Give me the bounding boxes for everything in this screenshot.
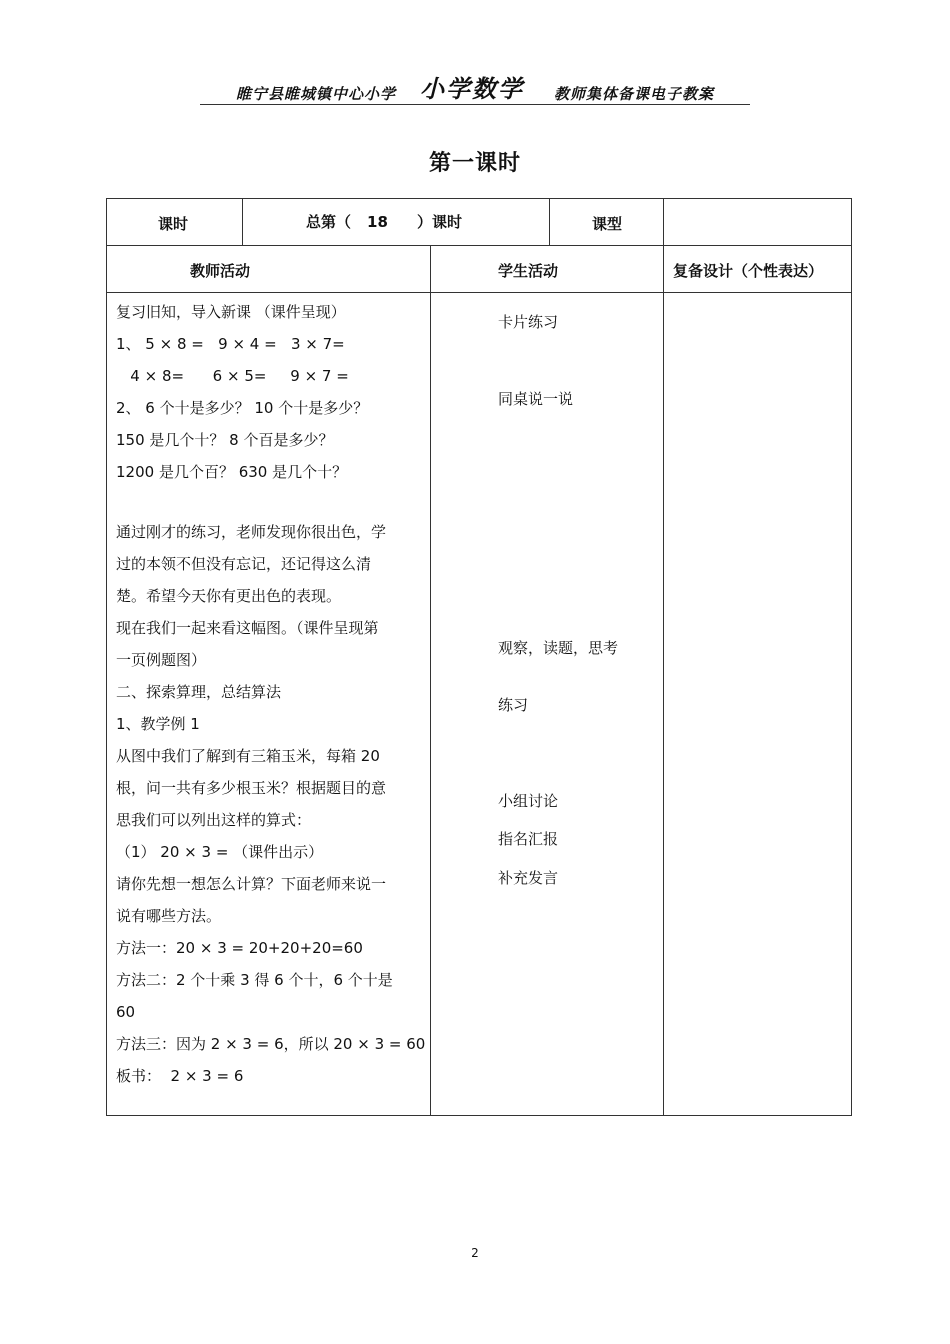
teacher-line: 思我们可以列出这样的算式： xyxy=(116,811,312,829)
lesson-label: 课时 xyxy=(158,215,189,233)
student-activity-header: 学生活动 xyxy=(498,262,559,280)
lesson-type-label: 课型 xyxy=(592,215,623,233)
teacher-line: 楚。希望今天你有更出色的表现。 xyxy=(116,587,342,605)
teacher-activity-header: 教师活动 xyxy=(190,262,251,280)
student-item: 观察，读题，思考 xyxy=(498,639,619,657)
teacher-line: 150 是几个十？ 8 个百是多少？ xyxy=(116,431,334,449)
teacher-line: 2、 6 个十是多少？ 10 个十是多少？ xyxy=(116,399,369,417)
header-school: 睢宁县睢城镇中心小学 xyxy=(235,85,396,103)
teacher-line: （1） 20 × 3 = （课件出示） xyxy=(116,843,324,861)
teacher-line: 过的本领不但没有忘记，还记得这么清 xyxy=(116,555,372,573)
student-item: 卡片练习 xyxy=(498,313,559,331)
teacher-line: 方法三：因为 2 × 3 = 6，所以 20 × 3 = 60 xyxy=(116,1035,426,1053)
teacher-line: 从图中我们了解到有三箱玉米，每箱 20 xyxy=(116,747,380,765)
total-lesson-count xyxy=(306,211,462,232)
redesign-header: 复备设计（个性表达） xyxy=(673,262,824,280)
total-suffix: ）课时 xyxy=(417,213,463,231)
header-description: 教师集体备课电子教案 xyxy=(554,85,715,103)
student-item: 小组讨论 xyxy=(498,792,559,810)
page-header xyxy=(0,74,950,104)
student-item: 指名汇报 xyxy=(498,830,559,848)
teacher-line: 1、教学例 1 xyxy=(116,715,200,733)
student-item: 补充发言 xyxy=(498,869,559,887)
page-title: 第一课时 xyxy=(428,151,521,176)
student-item: 练习 xyxy=(498,696,529,714)
lesson-table xyxy=(106,198,852,1116)
teacher-line: 方法二：2 个十乘 3 得 6 个十，6 个十是 xyxy=(116,971,393,989)
table-rule-r1-c xyxy=(663,198,664,245)
teacher-line: 通过刚才的练习，老师发现你很出色，学 xyxy=(116,523,387,541)
teacher-line: 一页例题图） xyxy=(116,651,207,669)
header-divider xyxy=(200,104,750,105)
total-number: 18 xyxy=(367,213,388,231)
table-rule-row2 xyxy=(106,292,852,293)
teacher-line: 方法一：20 × 3 = 20+20+20=60 xyxy=(116,939,363,957)
teacher-line: 说有哪些方法。 xyxy=(116,907,222,925)
table-rule-r1-a xyxy=(242,198,243,245)
teacher-line: 请你先想一想怎么计算？下面老师来说一 xyxy=(116,875,387,893)
page-number: 2 xyxy=(471,1246,479,1260)
teacher-line: 复习旧知，导入新课 （课件呈现） xyxy=(116,303,346,321)
table-border-left xyxy=(106,198,107,1116)
header-subject: 小学数学 xyxy=(420,75,524,103)
teacher-line: 根，问一共有多少根玉米？根据题目的意 xyxy=(116,779,387,797)
table-rule-row1 xyxy=(106,245,852,246)
table-rule-col-b xyxy=(663,245,664,1116)
table-border-bottom xyxy=(106,1115,852,1116)
table-rule-r1-b xyxy=(549,198,550,245)
teacher-line: 4 × 8= 6 × 5= 9 × 7 = xyxy=(116,367,349,385)
teacher-line: 板书： 2 × 3 = 6 xyxy=(116,1067,244,1085)
student-item: 同桌说一说 xyxy=(498,390,574,408)
teacher-line: 1200 是几个百？ 630 是几个十？ xyxy=(116,463,348,481)
table-border-top xyxy=(106,198,852,199)
teacher-line: 现在我们一起来看这幅图。（课件呈现第 xyxy=(116,619,379,637)
teacher-line: 1、 5 × 8 = 9 × 4 = 3 × 7= xyxy=(116,335,345,353)
table-rule-col-a xyxy=(430,245,431,1116)
teacher-line: 60 xyxy=(116,1003,136,1021)
teacher-line: 二、探索算理，总结算法 xyxy=(116,683,282,701)
total-prefix: 总第（ xyxy=(306,213,352,231)
table-border-right xyxy=(851,198,852,1116)
